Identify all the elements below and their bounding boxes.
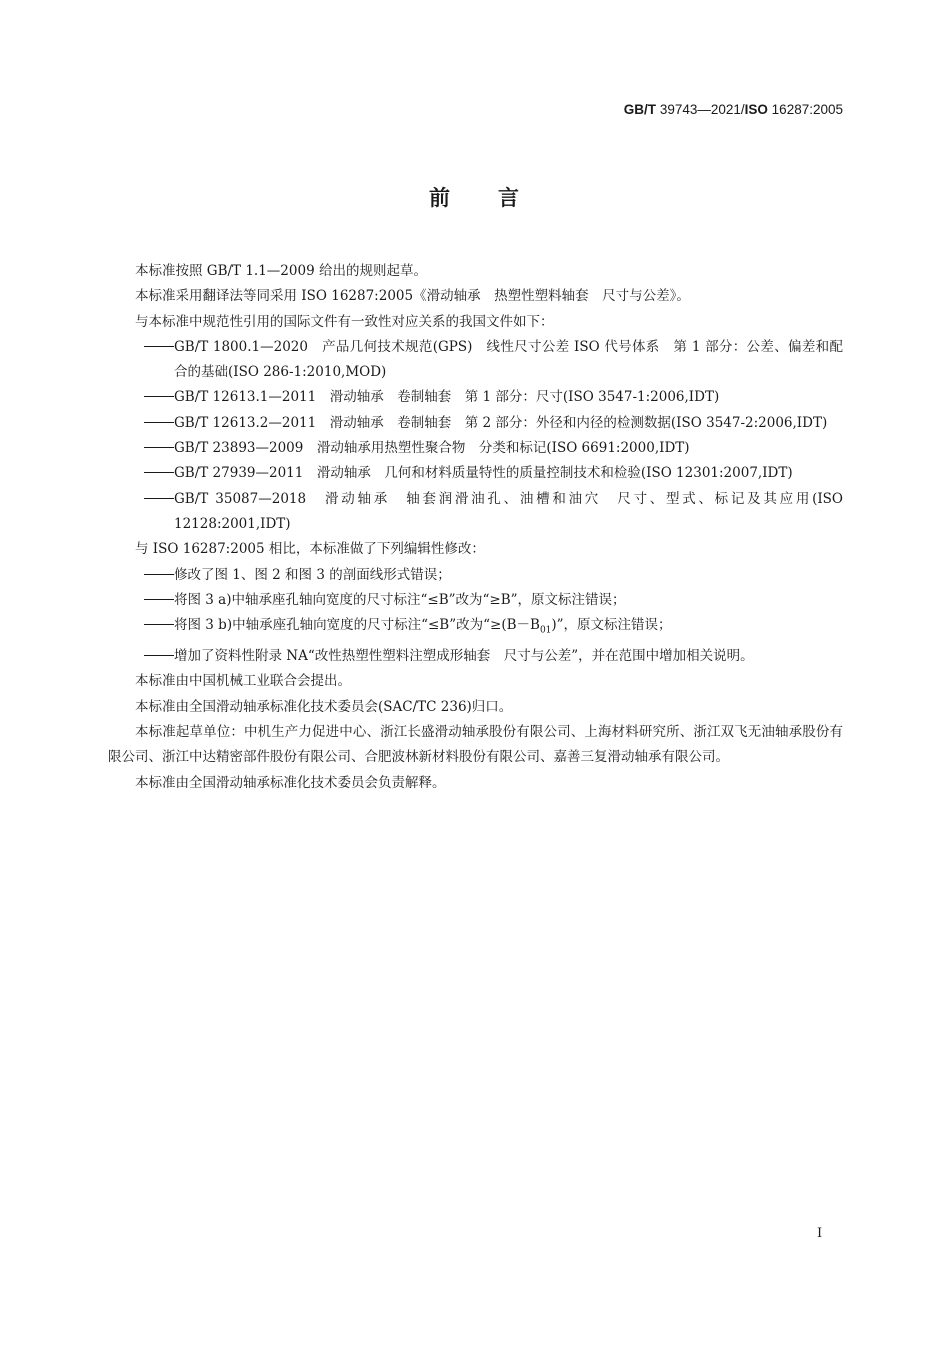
page-title xyxy=(0,182,950,212)
dash-mark xyxy=(108,461,174,486)
edit-text: 增加了资料性附录 NA“改性热塑性塑料注塑成形轴套 尺寸与公差”，并在范围中增加相关说明。 xyxy=(174,648,754,665)
gb-prefix: GB/T xyxy=(623,102,657,117)
reference-item xyxy=(108,487,843,538)
paragraph-edits-intro: 与 ISO 16287:2005 相比，本标准做了下列编辑性修改： xyxy=(135,541,485,558)
edit-item xyxy=(108,613,843,644)
reference-text: GB/T 12613.1—2011 滑动轴承 卷制轴套 第 1 部分：尺寸(ISO 3547-1:2006,IDT) xyxy=(174,389,720,406)
reference-text: GB/T 23893—2009 滑动轴承用热塑性聚合物 分类和标记(ISO 6691:2000,IDT) xyxy=(174,440,690,457)
dash-mark xyxy=(108,385,174,410)
dash-mark xyxy=(108,613,174,638)
edit-subscript: 01 xyxy=(539,625,552,636)
edit-item xyxy=(108,563,843,588)
dash-mark xyxy=(108,335,174,360)
paragraph-committee: 本标准由全国滑动轴承标准化技术委员会(SAC/TC 236)归口。 xyxy=(135,698,513,715)
dash-mark xyxy=(108,487,174,512)
edit-text: 将图 3 a)中轴承座孔轴向宽度的尺寸标注“≤B”改为“≥B”，原文标注错误； xyxy=(174,591,626,608)
standard-number-header xyxy=(624,102,843,117)
dash-mark xyxy=(108,644,174,669)
paragraph-drafting-rules: 本标准按照 GB/T 1.1—2009 给出的规则起草。 xyxy=(135,263,427,279)
paragraph-references-intro: 与本标准中规范性引用的国际文件有一致性对应关系的我国文件如下： xyxy=(135,313,554,330)
reference-text: GB/T 27939—2011 滑动轴承 几何和材料质量特性的质量控制技术和检验(ISO 12301:2007,IDT) xyxy=(174,465,793,482)
reference-text: GB/T 35087—2018 滑动轴承 轴套润滑油孔、油槽和油穴 尺寸、型式、标记及其应用(ISO 12128:2001,IDT) xyxy=(174,490,843,532)
reference-item xyxy=(108,385,843,410)
iso-number: 16287:2005 xyxy=(771,102,843,117)
foreword-body xyxy=(108,259,843,796)
reference-text: GB/T 12613.2—2011 滑动轴承 卷制轴套 第 2 部分：外径和内径的检测数据(ISO 3547-2:2006,IDT) xyxy=(174,414,828,431)
title-char-2: 言 xyxy=(498,186,521,210)
gb-number: 39743—2021/ xyxy=(659,102,745,117)
dash-mark xyxy=(108,436,174,461)
page-number: I xyxy=(817,1226,823,1241)
title-char-1: 前 xyxy=(429,186,452,210)
dash-mark xyxy=(108,588,174,613)
reference-item xyxy=(108,461,843,486)
paragraph-drafting-units: 本标准起草单位：中机生产力促进中心、浙江长盛滑动轴承股份有限公司、上海材料研究所、浙江双飞无油轴承股份有限公司、浙江中达精密部件股份有限公司、合肥波林新材料股份有限公司、嘉善三复滑动轴承有限公司。 xyxy=(108,724,843,766)
reference-item xyxy=(108,335,843,386)
edit-item xyxy=(108,644,843,669)
reference-item xyxy=(108,436,843,461)
edit-item xyxy=(108,588,843,613)
edit-text: 修改了图 1、图 2 和图 3 的剖面线形式错误； xyxy=(174,566,451,583)
edit-text-tail: )”，原文标注错误； xyxy=(551,617,672,634)
reference-item xyxy=(108,411,843,436)
reference-text: GB/T 1800.1—2020 产品几何技术规范(GPS) 线性尺寸公差 ISO 代号体系 第 1 部分：公差、偏差和配合的基础(ISO 286-1:2010,MOD) xyxy=(174,338,843,381)
edit-text: 将图 3 b)中轴承座孔轴向宽度的尺寸标注“≤B”改为“≥(B－B xyxy=(174,617,540,634)
iso-prefix: ISO xyxy=(744,102,768,117)
paragraph-proposer: 本标准由中国机械工业联合会提出。 xyxy=(135,673,351,690)
dash-mark xyxy=(108,411,174,436)
dash-mark xyxy=(108,563,174,588)
paragraph-interpretation: 本标准由全国滑动轴承标准化技术委员会负责解释。 xyxy=(135,774,446,791)
paragraph-adoption: 本标准采用翻译法等同采用 ISO 16287:2005《滑动轴承 热塑性塑料轴套 尺寸与公差》。 xyxy=(135,288,690,305)
